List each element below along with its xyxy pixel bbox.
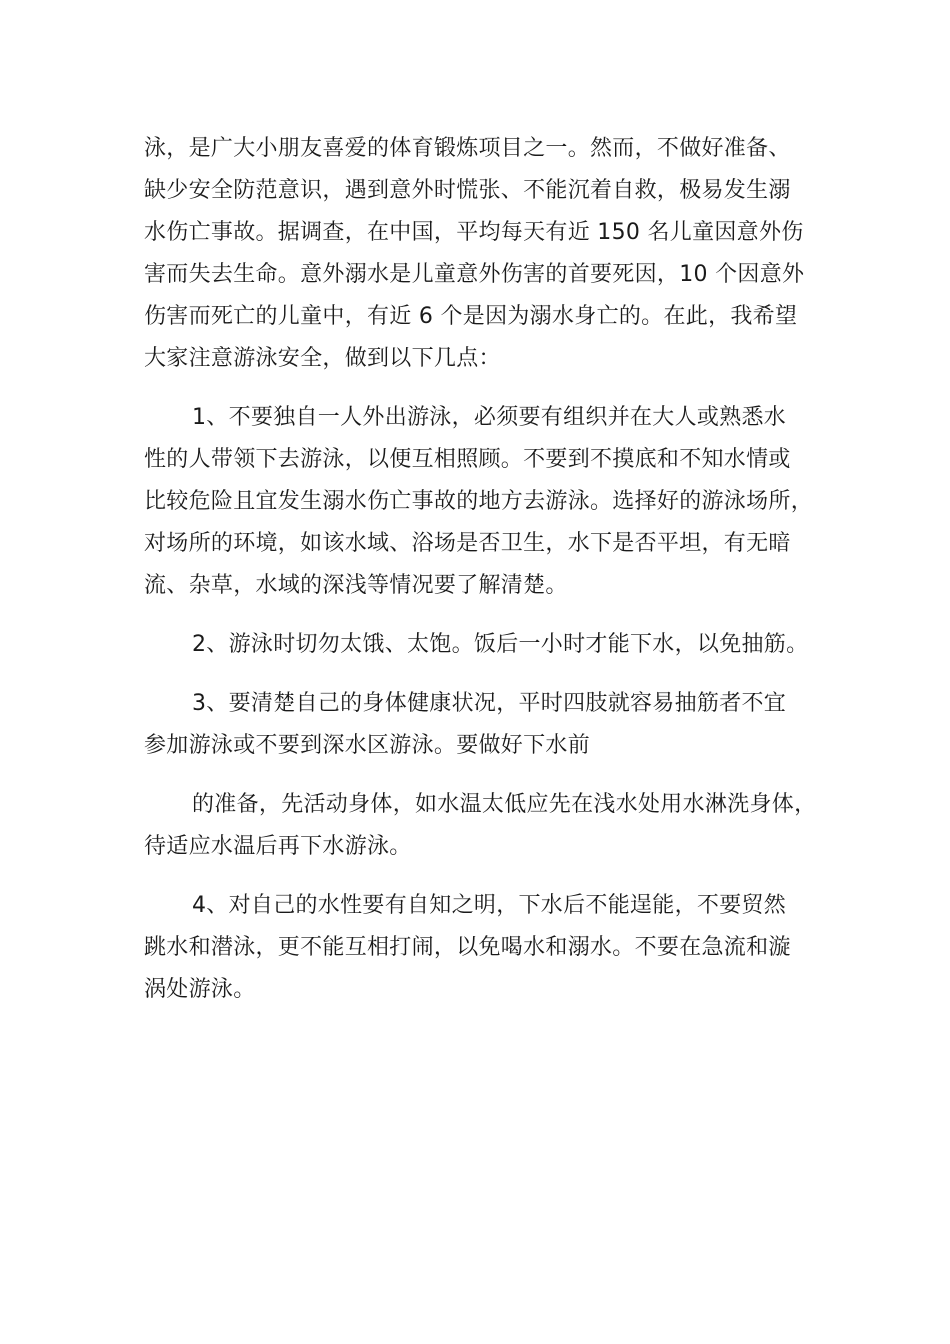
text-line: 缺少安全防范意识，遇到意外时慌张、不能沉着自救，极易发生溺 (144, 178, 791, 203)
text-line: 性的人带领下去游泳，以便互相照顾。不要到不摸底和不知水情或 (144, 447, 791, 472)
text-line: 3、要清楚自己的身体健康状况，平时四肢就容易抽筋者不宜 (192, 691, 787, 716)
text-line: 待适应水温后再下水游泳。 (144, 834, 412, 859)
text-line: 4、对自己的水性要有自知之明，下水后不能逞能，不要贸然 (192, 893, 787, 918)
text-line: 比较危险且宜发生溺水伤亡事故的地方去游泳。选择好的游泳场所， (144, 489, 814, 514)
paragraph-point-2 (144, 624, 816, 666)
paragraph-point-3-continued (144, 784, 816, 868)
paragraph-point-3 (144, 683, 816, 767)
text-line: 害而失去生命。意外溺水是儿童意外伤害的首要死因，10 个因意外 (144, 262, 805, 287)
text-line: 参加游泳或不要到深水区游泳。要做好下水前 (144, 733, 591, 758)
text-line: 伤害而死亡的儿童中，有近 6 个是因为溺水身亡的。在此，我希望 (144, 304, 798, 329)
text-line: 对场所的环境，如该水域、浴场是否卫生，水下是否平坦，有无暗 (144, 531, 791, 556)
text-line: 2、游泳时切勿太饿、太饱。饭后一小时才能下水，以免抽筋。 (192, 632, 809, 657)
paragraph-intro (144, 128, 816, 380)
text-line: 1、不要独自一人外出游泳，必须要有组织并在大人或熟悉水 (192, 405, 787, 430)
paragraph-point-1 (144, 397, 816, 607)
text-line: 跳水和潜泳，更不能互相打闹，以免喝水和溺水。不要在急流和漩 (144, 935, 791, 960)
text-line: 泳，是广大小朋友喜爱的体育锻炼项目之一。然而，不做好准备、 (144, 136, 791, 161)
text-line: 流、杂草，水域的深浅等情况要了解清楚。 (144, 573, 568, 598)
paragraph-point-4 (144, 885, 816, 1011)
text-line: 水伤亡事故。据调查，在中国，平均每天有近 150 名儿童因意外伤 (144, 220, 804, 245)
document-body (144, 128, 816, 1011)
text-line: 大家注意游泳安全，做到以下几点： (144, 346, 501, 371)
text-line: 涡处游泳。 (144, 977, 256, 1002)
text-line: 的准备，先活动身体，如水温太低应先在浅水处用水淋洗身体， (192, 792, 817, 817)
